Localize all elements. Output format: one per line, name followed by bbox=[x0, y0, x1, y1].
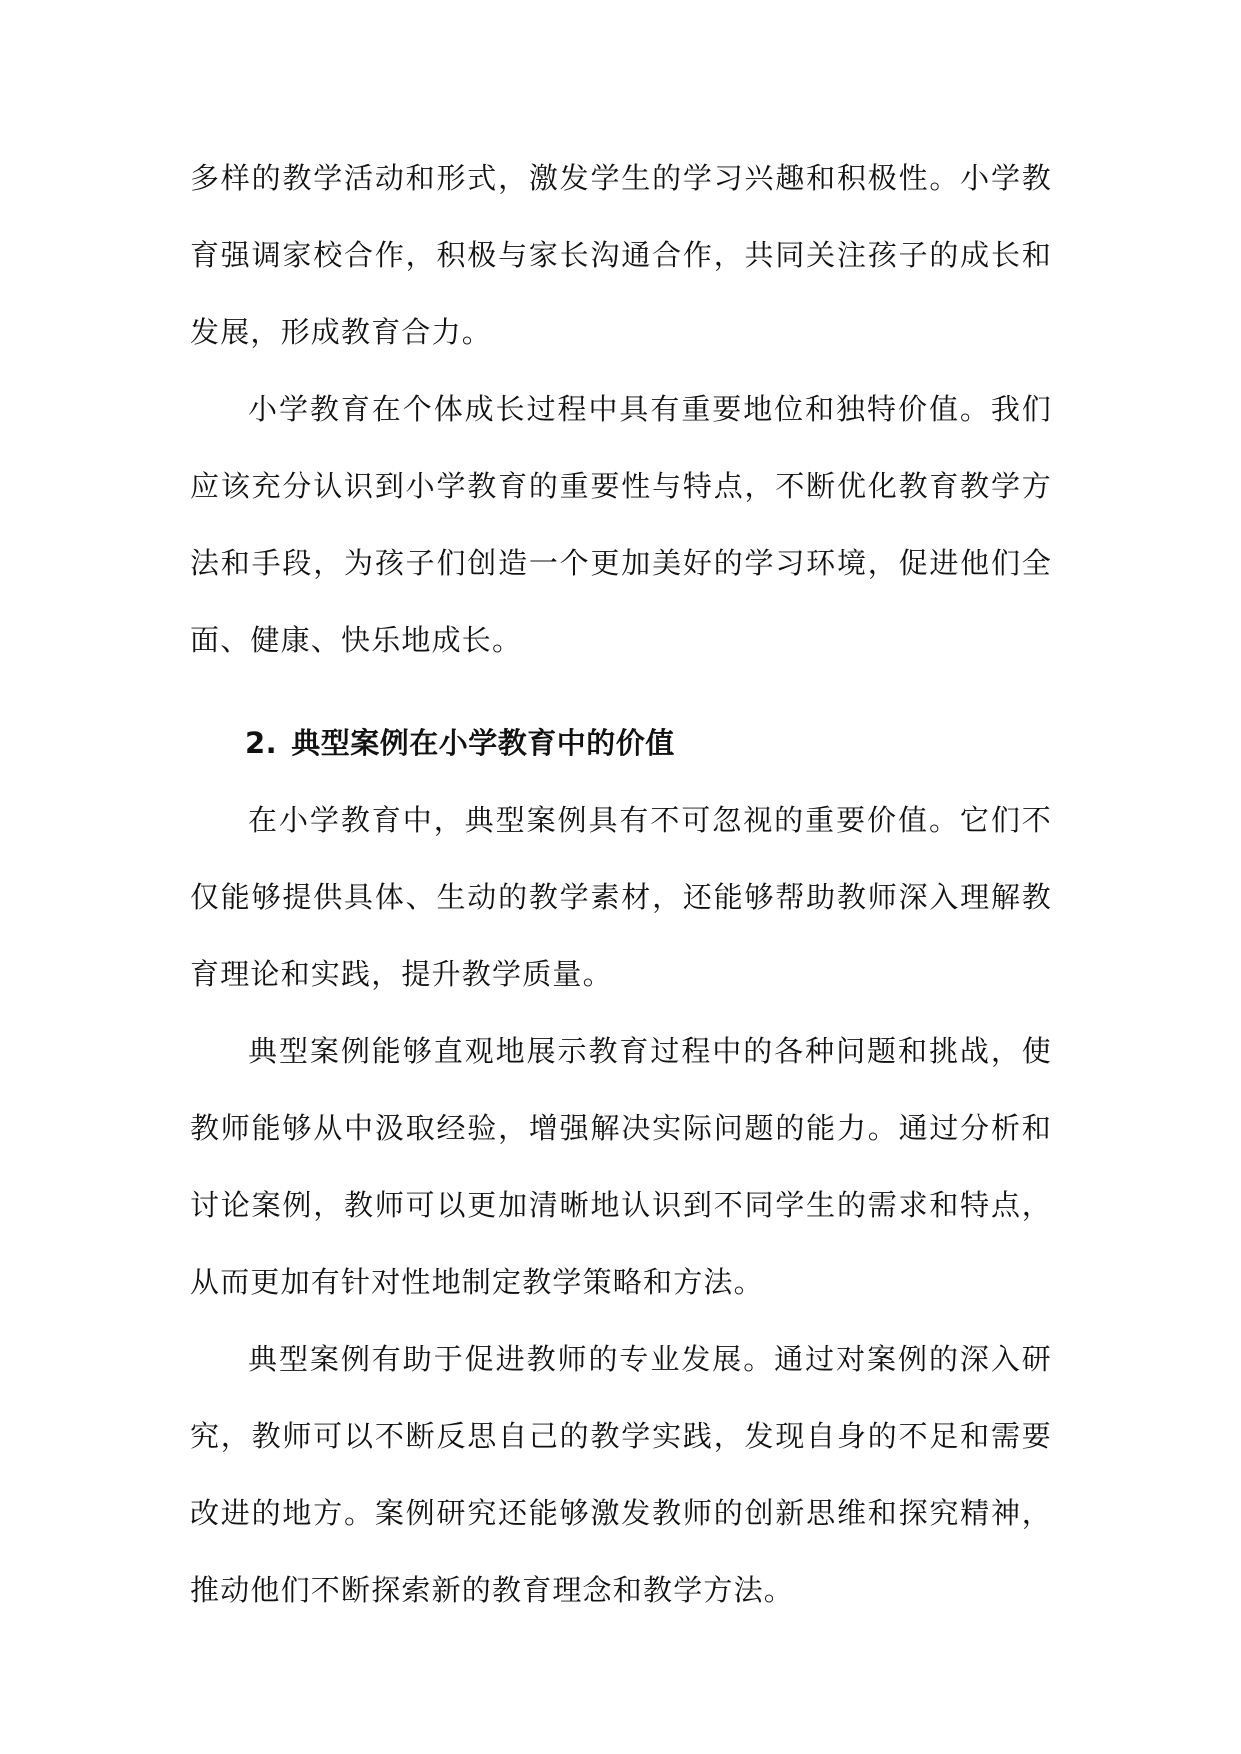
section-heading bbox=[190, 705, 1052, 782]
document-body bbox=[190, 140, 1052, 1629]
paragraph-case-value-intro: 在小学教育中，典型案例具有不可忽视的重要价值。它们不仅能够提供具体、生动的教学素材，还能够帮助教师深入理解教育理论和实践，提升教学质量。 bbox=[190, 803, 1052, 991]
paragraph-teacher-development: 典型案例有助于促进教师的专业发展。通过对案例的深入研究，教师可以不断反思自己的教学实践，发现自身的不足和需要改进的地方。案例研究还能够激发教师的创新思维和探究精神，推动他们不断探索新的教育理念和教学方法。 bbox=[190, 1342, 1052, 1607]
paragraph-continued: 多样的教学活动和形式，激发学生的学习兴趣和积极性。小学教育强调家校合作，积极与家长沟通合作，共同关注孩子的成长和发展，形成教育合力。 bbox=[190, 161, 1052, 349]
section-title: 典型案例在小学教育中的价值 bbox=[291, 726, 675, 760]
paragraph-case-problems: 典型案例能够直观地展示教育过程中的各种问题和挑战，使教师能够从中汲取经验，增强解决实际问题的能力。通过分析和讨论案例，教师可以更加清晰地认识到不同学生的需求和特点，从而更加有针对性地制定教学策略和方法。 bbox=[190, 1034, 1052, 1299]
section-number: 2. bbox=[245, 726, 278, 760]
paragraph-primary-education-value: 小学教育在个体成长过程中具有重要地位和独特价值。我们应该充分认识到小学教育的重要性与特点，不断优化教育教学方法和手段，为孩子们创造一个更加美好的学习环境，促进他们全面、健康、快乐地成长。 bbox=[190, 392, 1052, 657]
